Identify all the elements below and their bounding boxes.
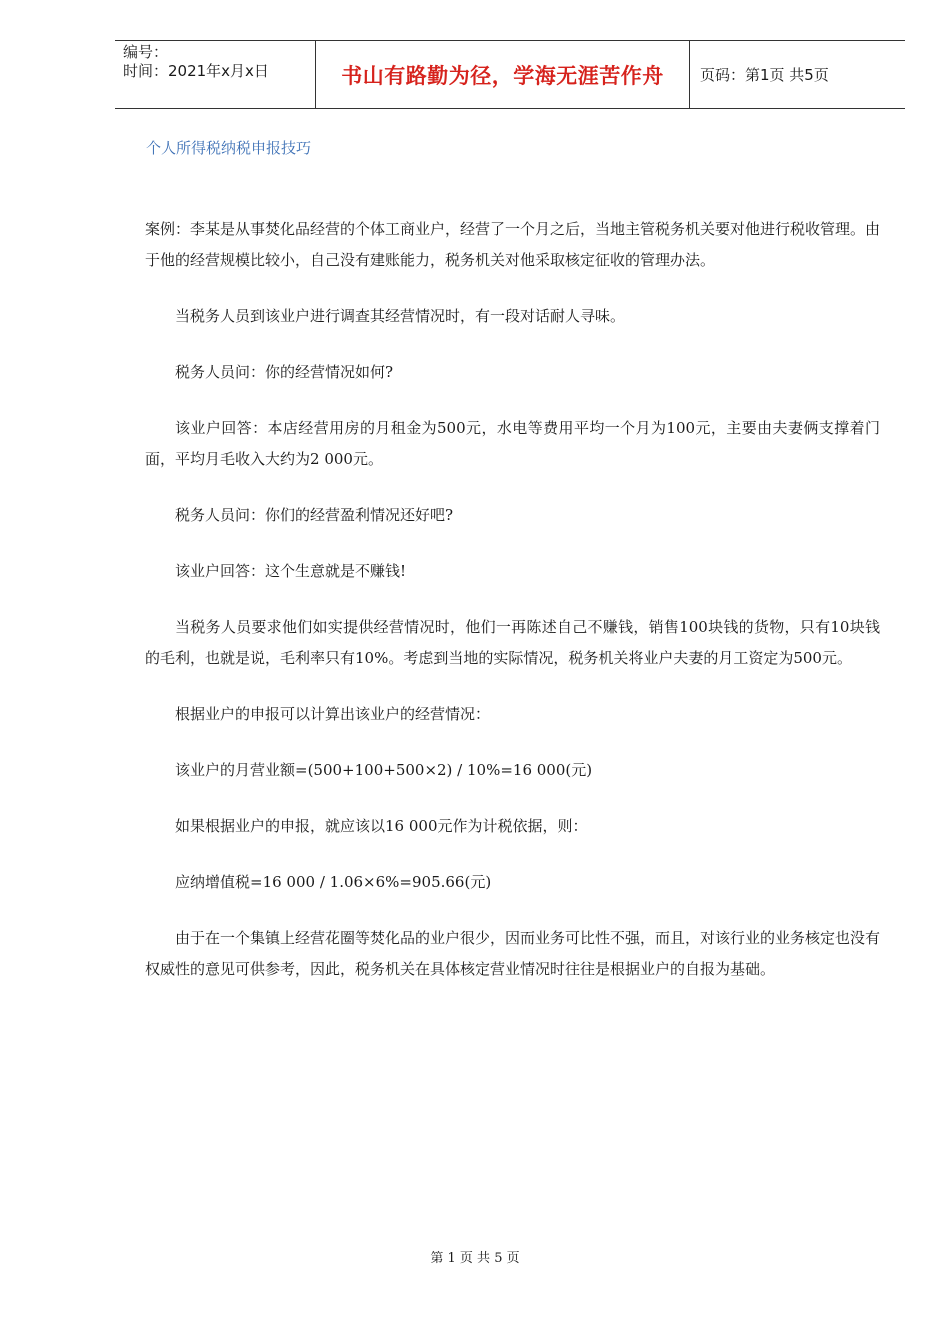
paragraph: 该业户的月营业额=(500+100+500×2) / 10%=16 000(元) (175, 761, 593, 779)
header-motto: 书山有路勤为径，学海无涯苦作舟 (316, 41, 690, 108)
document-number-label: 编号： (123, 43, 169, 61)
page-footer: 第 1 页 共 5 页 (430, 1251, 520, 1266)
paragraph: 该业户回答：本店经营用房的月租金为500元，水电等费用平均一个月为100元，主要由夫妻俩支撑着门面，平均月毛收入大约为2 000元。 (145, 419, 880, 468)
paragraph: 税务人员问：你们的经营盈利情况还好吧? (175, 506, 454, 524)
paragraph: 由于在一个集镇上经营花圈等焚化品的业户很少，因而业务可比性不强，而且，对该行业的业务核定也没有权威性的意见可供参考，因此，税务机关在具体核定营业情况时往往是根据业户的自报为基础。 (145, 929, 881, 978)
paragraph: 案例：李某是从事焚化品经营的个体工商业户，经营了一个月之后，当地主管税务机关要对他进行税收管理。由于他的经营规模比较小，自己没有建账能力，税务机关对他采取核定征收的管理办法。 (145, 220, 881, 269)
paragraph: 根据业户的申报可以计算出该业户的经营情况： (175, 705, 491, 723)
header-table (115, 40, 905, 109)
document-title: 个人所得税纳税申报技巧 (146, 139, 312, 157)
paragraph: 该业户回答：这个生意就是不赚钱! (175, 562, 407, 580)
paragraph: 税务人员问：你的经营情况如何? (175, 363, 394, 381)
header-page-info: 页码：第1页 共5页 (700, 66, 829, 84)
header-meta-cell (115, 41, 316, 108)
paragraph: 应纳增值税=16 000 / 1.06×6%=905.66(元) (175, 873, 492, 891)
paragraph: 当税务人员到该业户进行调查其经营情况时，有一段对话耐人寻味。 (175, 307, 626, 325)
paragraph: 当税务人员要求他们如实提供经营情况时，他们一再陈述自己不赚钱，销售100块钱的货物，只有10块钱的毛利，也就是说，毛利率只有10%。考虑到当地的实际情况，税务机关将业户夫妻的月工资定为500元。 (145, 618, 880, 667)
document-time-label: 时间：2021年x月x日 (123, 62, 269, 80)
document-body (145, 214, 880, 1010)
paragraph: 如果根据业户的申报，就应该以16 000元作为计税依据，则： (175, 817, 588, 835)
